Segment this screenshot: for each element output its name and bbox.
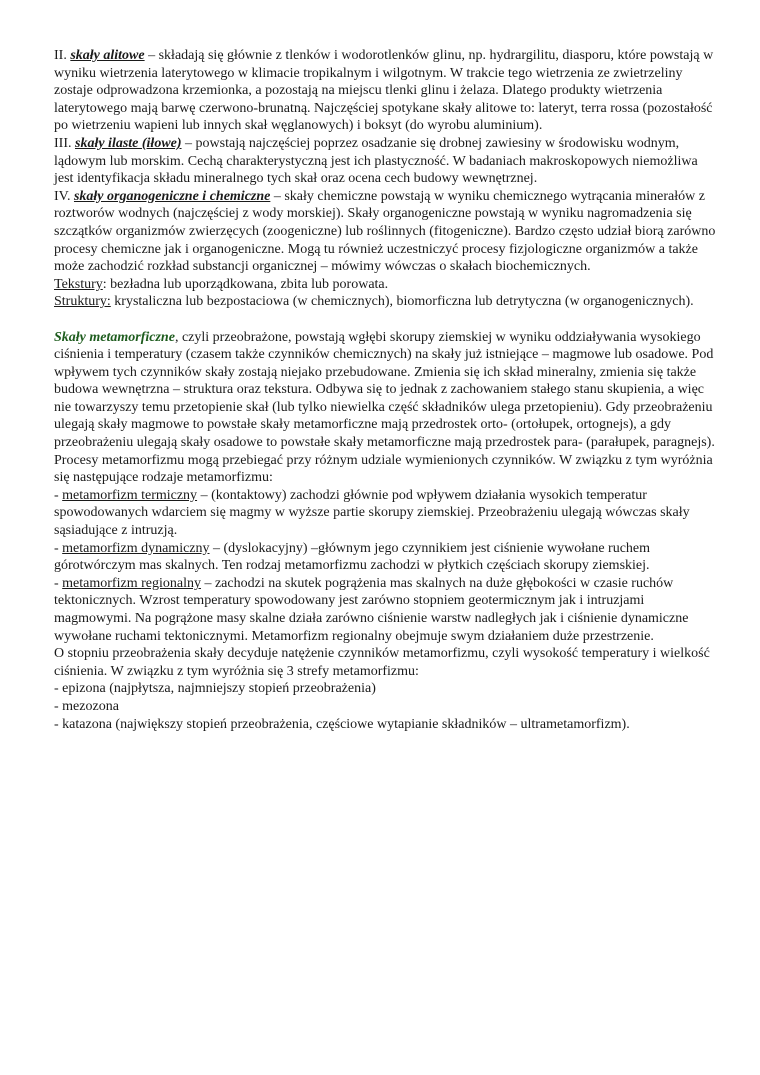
section-number: IV. xyxy=(54,188,74,204)
paragraph-struktury xyxy=(54,293,716,311)
tekstury-label: Tekstury xyxy=(54,276,103,292)
paragraph-organogeniczne xyxy=(54,188,716,276)
paragraph-dynamiczny xyxy=(54,540,716,575)
paragraph-ilaste xyxy=(54,135,716,188)
section-number: III. xyxy=(54,135,75,151)
organogeniczne-text: – skały chemiczne powstają w wyniku chemicznego wytrącania minerałów z roztworów wodnych (najczęściej z wody morskiej). Skały organogeniczne powstają w wyniku nagromadzenia się szczątków organizmów zwierzęcych (zoogeniczne) lub roślinnych (fitogeniczne). Bardzo często udział biorą zarówno procesy chemiczne jak i organogeniczne. Mogą tu również uczestniczyć procesy fizjologiczne organizmów a także może zachodzić rozkład substancji organicznej – mówimy wówczas o skałach biochemicznych. xyxy=(54,188,716,275)
paragraph-metamorficzne xyxy=(54,329,716,487)
paragraph-termiczny xyxy=(54,487,716,540)
regionalny-text: – zachodzi na skutek pogrążenia mas skalnych na duże głębokości w czasie ruchów tektonicznych. Wzrost temperatury spowodowany jest zarówno stopniem geotermicznym jak i intruzjami magmowymi. Na pogrążone masy skalne działa zarówno ciśnienie warstw nadległych jak i ciśnienie dynamiczne wywołane ruchami tektonicznymi. Metamorfizm regionalny obejmuje swym działaniem duże przestrzenie. xyxy=(54,575,689,644)
dynamiczny-text: – (dyslokacyjny) –głównym jego czynnikiem jest ciśnienie wywołane ruchem górotwórczym mas skalnych. Ten rodzaj metamorfizmu zachodzi w płytkich częściach skorupy ziemskiej. xyxy=(54,540,651,574)
regionalny-label: metamorfizm regionalny xyxy=(62,575,201,591)
list-dash: - xyxy=(54,487,63,503)
termiczny-text: – (kontaktowy) zachodzi głównie pod wpływem działania wysokich temperatur spowodowanych wdarciem się magmy w wyższe partie skorupy ziemskiej. Przeobrażeniu ulegają wówczas skały sąsiadujące z intruzją. xyxy=(54,487,690,539)
struktury-label: Struktury: xyxy=(54,294,111,310)
alitowe-text: – składają się głównie z tlenków i wodorotlenków glinu, np. hydrargilitu, diasporu, które powstają w wyniku wietrzenia laterytowego w klimacie tropikalnym i wilgotnym. W trakcie tego wietrzenia ze zwietrzeliny zostaje odprowadzona krzemionka, a pozostają na miejscu tlenki glinu i żelaza. Dlatego produkty wietrzenia laterytowego mają barwę czerwono-brunatną. Najczęściej spotykane skały alitowe to: lateryt, terra rossa (pozostałość po wietrzeniu wapieni lub innych skał węglanowych) i boksyt (do wyrobu aluminium). xyxy=(54,48,714,134)
strefa-katazona: - katazona (największy stopień przeobrażenia, częściowe wytapianie składników – ultrametamorfizm). xyxy=(54,716,630,732)
termiczny-label: metamorfizm termiczny xyxy=(62,487,198,503)
paragraph-tekstury xyxy=(54,276,716,294)
tekstury-text: : bezładna lub uporządkowana, zbita lub porowata. xyxy=(102,276,389,292)
ilaste-text: – powstają najczęściej poprzez osadzanie się drobnej zawiesiny w środowisku wodnym, lądowym lub morskim. Cechą charakterystyczną jest ich plastyczność. W badaniach makroskopowych niemożliwa jest identyfikacja składu mineralnego tych skał oraz ocena cech budowy wewnętrznej. xyxy=(54,135,698,187)
dynamiczny-label: metamorfizm dynamiczny xyxy=(62,540,210,556)
paragraph-gap xyxy=(54,311,716,329)
term-skaly-organogeniczne: skały organogeniczne i chemiczne xyxy=(73,188,271,204)
paragraph-stopien: O stopniu przeobrażenia skały decyduje natężenie czynników metamorfizmu, czyli wysokość temperatury i wielkość ciśnienia. W związku z tym wyróżnia się 3 strefy metamorfizmu: xyxy=(54,646,710,679)
document-page xyxy=(54,47,716,733)
list-dash: - xyxy=(54,540,63,556)
list-dash: - xyxy=(54,575,63,591)
strefa-mezozona: - mezozona xyxy=(54,698,119,714)
term-skaly-metamorficzne: Skały metamorficzne xyxy=(54,329,175,345)
metamorficzne-text: , czyli przeobrażone, powstają wgłębi skorupy ziemskiej w wyniku oddziaływania wysokiego ciśnienia i temperatury (czasem także czynników chemicznych) na skały już istniejące – magmowe lub osadowe. Pod wpływem tych czynników skały zostają niejako przebudowane. Zmienia się ich skład mineralny, zmienia się także budowa wewnętrzna – struktura oraz tekstura. Odbywa się to jednak z zachowaniem stałego stanu skupienia, a więc nie towarzyszy temu przetopienie skał (lub tylko niewielka część składników ulega przetopieniu). Gdy przeobrażeniu ulegają skały magmowe to powstałe skały metamorficzne mają przedrostek orto- (ortołupek, ortognejs), a gdy przeobrażeniu ulegają skały osadowe to powstałe skały metamorficzne mają przedrostek para- (parałupek, paragnejs). Procesy metamorfizmu mogą przebiegać przy różnym udziale wymienionych czynników. W związku z tym wyróżnia się następujące rodzaje metamorfizmu: xyxy=(54,329,715,486)
section-number: II. xyxy=(54,48,71,63)
struktury-text: krystaliczna lub bezpostaciowa (w chemicznych), biomorficzna lub detrytyczna (w organogenicznych). xyxy=(110,294,694,310)
paragraph-alitowe xyxy=(54,47,716,135)
paragraph-regionalny xyxy=(54,575,716,645)
term-skaly-ilaste: skały ilaste (iłowe) xyxy=(75,135,182,151)
term-skaly-alitowe: skały alitowe xyxy=(70,48,145,63)
strefa-epizona: - epizona (najpłytsza, najmniejszy stopień przeobrażenia) xyxy=(54,681,376,697)
